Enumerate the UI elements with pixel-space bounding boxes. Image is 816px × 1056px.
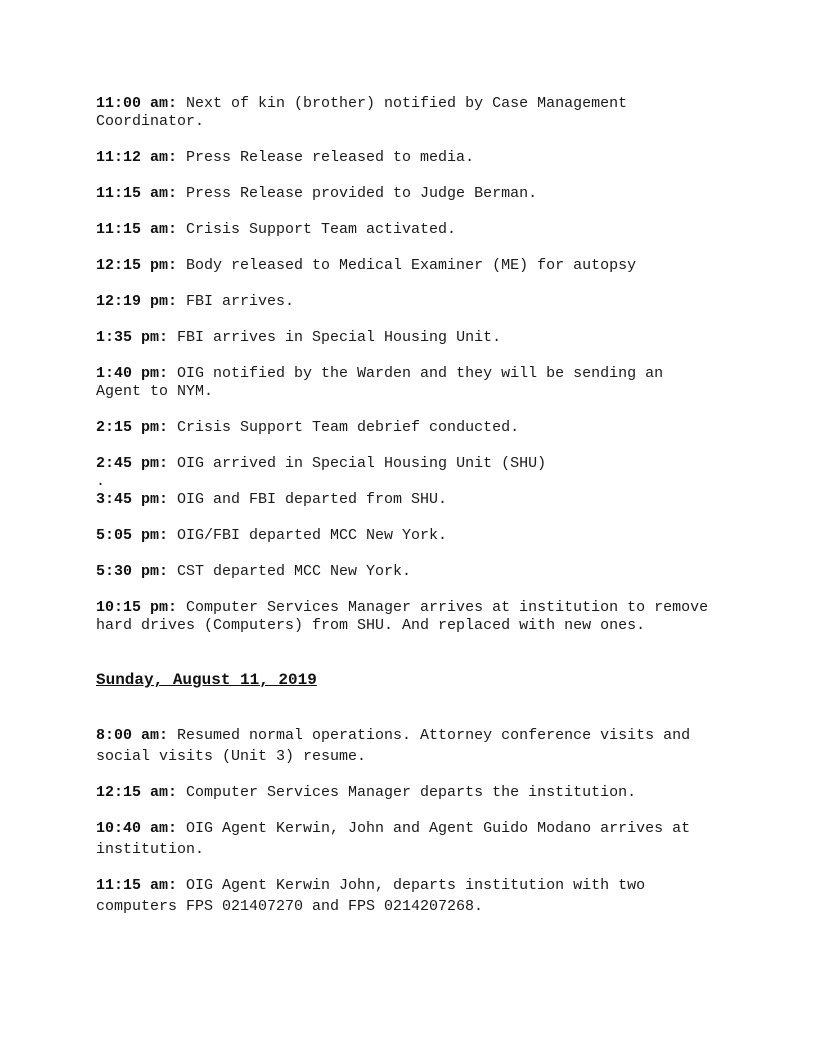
entry-time: 11:15 am: — [96, 877, 178, 894]
entry-time: 11:15 am: — [96, 185, 178, 202]
entry-text: Body released to Medical Examiner (ME) for autopsy — [177, 257, 637, 274]
entry-time: 11:15 am: — [96, 221, 178, 238]
timeline-entry — [96, 818, 716, 860]
entry-text: OIG Agent Kerwin, John and Agent Guido Modano arrives at institution. — [96, 820, 691, 858]
timeline-group-sunday — [96, 725, 716, 917]
entry-text: Next of kin (brother) notified by Case Management Coordinator. — [96, 95, 628, 130]
entry-text: FBI arrives. — [177, 293, 295, 310]
entry-time: 10:40 am: — [96, 820, 178, 837]
entry-time: 11:12 am: — [96, 149, 178, 166]
entry-time: 2:15 pm: — [96, 419, 169, 436]
entry-time: 12:15 pm: — [96, 257, 178, 274]
entry-text: OIG arrived in Special Housing Unit (SHU) — [168, 455, 547, 472]
entry-time: 8:00 am: — [96, 727, 169, 744]
entry-time: 11:00 am: — [96, 95, 178, 112]
entry-text: CST departed MCC New York. — [168, 563, 412, 580]
entry-text: Resumed normal operations. Attorney conference visits and social visits (Unit 3) resume. — [96, 727, 691, 765]
stray-period: . — [96, 473, 106, 490]
entry-text: Computer Services Manager arrives at institution to remove hard drives (Computers) from SHU. And replaced with new ones. — [96, 599, 709, 634]
timeline-entry — [96, 725, 716, 767]
entry-text: Press Release released to media. — [177, 149, 475, 166]
timeline-entry — [96, 95, 716, 131]
timeline-entry — [96, 185, 716, 203]
entry-time: 10:15 pm: — [96, 599, 178, 616]
entry-time: 2:45 pm: — [96, 455, 169, 472]
timeline-entry — [96, 257, 716, 275]
entry-text: OIG and FBI departed from SHU. — [168, 491, 448, 508]
entry-time: 12:15 am: — [96, 784, 178, 801]
entry-time: 12:19 pm: — [96, 293, 178, 310]
entry-time: 5:05 pm: — [96, 527, 169, 544]
timeline-entry — [96, 527, 716, 545]
timeline-entry — [96, 221, 716, 239]
entry-time: 1:35 pm: — [96, 329, 169, 346]
timeline-entry — [96, 149, 716, 167]
timeline-entry — [96, 365, 716, 401]
entry-text: FBI arrives in Special Housing Unit. — [168, 329, 502, 346]
entry-text: Crisis Support Team debrief conducted. — [168, 419, 520, 436]
entry-time: 3:45 pm: — [96, 491, 169, 508]
timeline-entry — [96, 491, 716, 509]
entry-time: 1:40 pm: — [96, 365, 169, 382]
entry-text: Press Release provided to Judge Berman. — [177, 185, 538, 202]
entry-text: Crisis Support Team activated. — [177, 221, 457, 238]
entry-text: OIG/FBI departed MCC New York. — [168, 527, 448, 544]
timeline-entry — [96, 563, 716, 581]
entry-text: OIG Agent Kerwin John, departs institution with two computers FPS 021407270 and FPS 0214207268. — [96, 877, 646, 915]
entry-text: OIG notified by the Warden and they will be sending an Agent to NYM. — [96, 365, 664, 400]
document-body — [96, 95, 716, 932]
timeline-entry — [96, 293, 716, 311]
timeline-entry — [96, 599, 716, 635]
entry-text: Computer Services Manager departs the institution. — [177, 784, 637, 801]
timeline-entry — [96, 419, 716, 437]
timeline-entry — [96, 782, 716, 803]
timeline-entry — [96, 329, 716, 347]
section-heading-date: Sunday, August 11, 2019 — [96, 671, 317, 689]
timeline-entry — [96, 875, 716, 917]
entry-time: 5:30 pm: — [96, 563, 169, 580]
timeline-entry — [96, 455, 716, 473]
